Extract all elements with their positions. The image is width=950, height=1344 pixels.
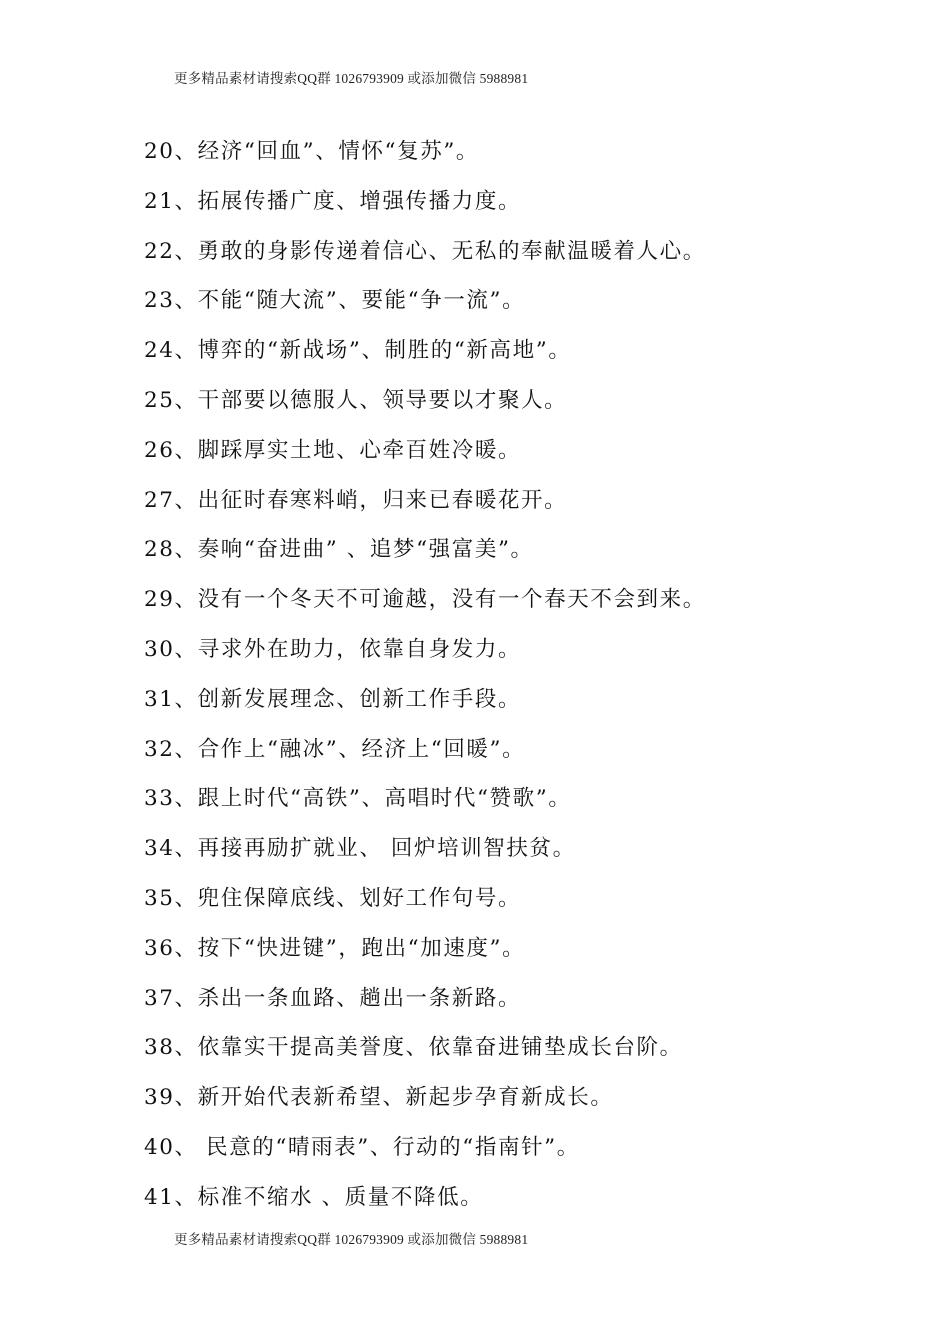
footer-promo-text: 更多精品素材请搜索QQ群 1026793909 或添加微信 5988981 [174, 1232, 529, 1247]
list-item: 21、拓展传播广度、增强传播力度。 [144, 188, 522, 214]
list-item: 33、跟上时代“高铁”、高唱时代“赞歌”。 [144, 786, 572, 812]
list-item: 31、创新发展理念、创新工作手段。 [144, 686, 522, 712]
list-item: 28、奏响“奋进曲” 、追梦“强富美”。 [144, 537, 534, 563]
list-item: 37、杀出一条血路、趟出一条新路。 [144, 985, 522, 1011]
list-item: 25、干部要以德服人、领导要以才聚人。 [144, 387, 568, 413]
list-item: 36、按下“快进键”，跑出“加速度”。 [144, 935, 526, 961]
list-item: 29、没有一个冬天不可逾越，没有一个春天不会到来。 [144, 587, 706, 613]
list-item: 41、标准不缩水 、质量不降低。 [144, 1184, 484, 1210]
list-item: 32、合作上“融冰”、经济上“回暖”。 [144, 736, 526, 762]
list-item: 22、勇敢的身影传递着信心、无私的奉献温暖着人心。 [144, 238, 706, 264]
list-item: 39、新开始代表新希望、新起步孕育新成长。 [144, 1085, 614, 1111]
phrase-list [144, 134, 706, 1230]
list-item: 34、再接再励扩就业、 回炉培训智扶贫。 [144, 836, 576, 862]
list-item: 27、出征时春寒料峭，归来已春暖花开。 [144, 487, 568, 513]
list-item: 30、寻求外在助力，依靠自身发力。 [144, 636, 522, 662]
list-item: 23、不能“随大流”、要能“争一流”。 [144, 288, 526, 314]
list-item: 24、博弈的“新战场”、制胜的“新高地”。 [144, 338, 572, 364]
list-item: 35、兜住保障底线、划好工作句号。 [144, 885, 522, 911]
header-promo-text: 更多精品素材请搜索QQ群 1026793909 或添加微信 5988981 [174, 71, 529, 86]
list-item: 40、 民意的“晴雨表”、行动的“指南针”。 [144, 1134, 580, 1160]
list-item: 20、经济“回血”、情怀“复苏”。 [144, 139, 480, 164]
list-item: 26、脚踩厚实土地、心牵百姓冷暖。 [144, 437, 522, 463]
list-item: 38、依靠实干提高美誉度、依靠奋进铺垫成长台阶。 [144, 1035, 683, 1061]
